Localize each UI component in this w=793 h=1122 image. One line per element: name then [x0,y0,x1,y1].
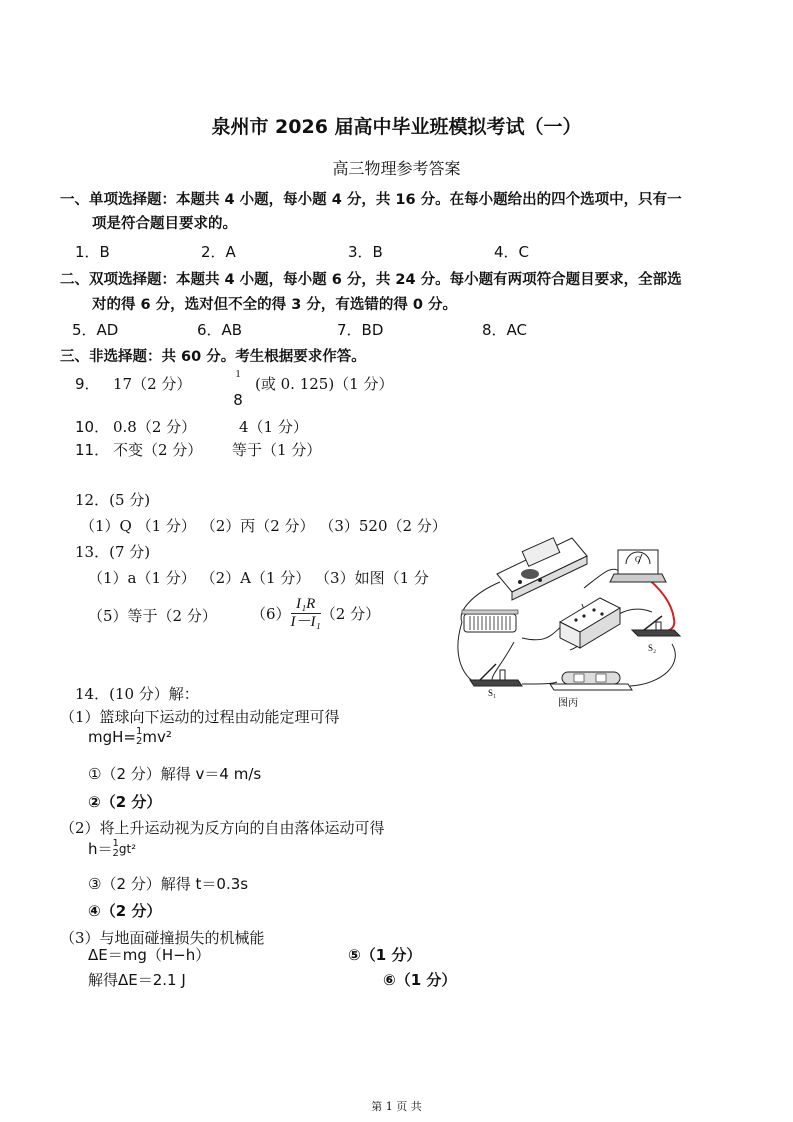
q14-eq2-left: h＝ [88,840,113,858]
answer-7: 7．BD [337,321,384,339]
q14-heading: 14．(10 分）解： [75,685,199,703]
q14-part1: （1）篮球向下运动的过程由动能定理可得 [60,708,340,726]
q12-answers: （1）Q （1 分） （2）丙（2 分） （3）520（2 分） [80,517,447,535]
galvanometer-label: G [635,555,641,564]
q14-eq2-num: 1 [112,837,119,849]
q13-answers-line1: （1）a（1 分） （2）A（1 分） （3）如图（1 分 [88,569,429,587]
q14-mark3: ③（2 分）解得 t＝0.3s [88,875,249,893]
q9-fraction [231,367,245,407]
q14-equation2 [88,838,136,859]
answer-6: 6．AB [197,321,243,339]
q9-answer1: 17（2 分） [113,375,192,393]
page-title: 泉州市 2026 届高中毕业班模拟考试（一） [211,116,582,138]
q14-mark4: ④（2 分） [88,902,162,920]
wire [522,626,562,640]
q9-answer2: (或 0. 125)（1 分） [255,375,394,393]
q14-eq1-num: 1 [135,726,143,737]
q14-mark6: ⑥（1 分） [383,971,457,989]
section2-heading-line2: 对的得 6 分，选对但不全的得 3 分，有选错的得 0 分。 [92,297,458,313]
q10-number: 10． [75,418,110,436]
q9-number: 9． [75,375,100,393]
answer-8: 8．AC [482,321,528,339]
answer-1: 1．B [75,243,110,261]
q14-part2: （2）将上升运动视为反方向的自由落体运动可得 [60,819,385,837]
section1-heading-line2: 项是符合题目要求的。 [92,216,237,232]
resistor [562,672,620,684]
q9-fraction-numerator: 1 [235,368,241,380]
switch-s2-label: S₂ [648,643,657,653]
q13-answer6-prefix: （6） [251,605,291,623]
answer-5: 5．AD [72,321,119,339]
circuit-figure [452,534,692,714]
q13-answer6-suffix: （2 分） [320,605,381,623]
answer-3: 3．B [348,243,383,261]
resistor-base [550,684,632,690]
q14-eq1-den: 2 [135,736,143,747]
switch-s2 [632,630,680,636]
q13-fraction-numerator: I₁R [291,596,321,614]
q10-answer1: 0.8（2 分） [113,418,197,436]
q13-fraction [291,596,321,631]
q13-answer6 [251,596,380,631]
q14-equation3: ΔE＝mg（H−h） [88,946,211,964]
q13-heading: 13．(7 分) [75,543,151,561]
section1-heading-line1: 一、单项选择题：本题共 4 小题，每小题 4 分，共 16 分。在每小题给出的四个选项中，只有一 [60,192,682,208]
q13-fraction-denominator: I－I₁ [290,614,321,630]
switch-s1-label: S₁ [488,688,497,698]
q11-number: 11． [75,441,110,459]
q14-equation1 [88,727,172,747]
section2-heading-line1: 二、双项选择题：本题共 4 小题，每小题 6 分，共 24 分。每小题有两项符合题目要求，全部选 [60,272,682,288]
q9-fraction-denominator: 8 [233,391,243,409]
answer-2: 2．A [201,243,236,261]
q12-heading: 12．(5 分) [75,491,151,509]
answer-4: 4．C [494,243,530,261]
q11-answer1: 不变（2 分） [113,441,203,459]
q14-eq1-left: mgH= [88,728,136,746]
q11-answer2: 等于（1 分） [232,441,322,459]
q10-answer2: 4（1 分） [239,418,308,436]
q14-mark2: ②（2 分） [88,793,162,811]
q14-part3: （3）与地面碰撞损失的机械能 [60,929,265,947]
q14-equation4: 解得ΔE＝2.1 J [88,971,186,989]
multimeter-dial [521,569,539,579]
q14-mark5: ⑤（1 分） [348,946,422,964]
q13-answer5: （5）等于（2 分） [88,607,217,625]
page-subtitle: 高三物理参考答案 [332,159,461,178]
q14-mark1: ①（2 分）解得 v＝4 m/s [88,765,262,783]
switch-s1 [470,680,522,686]
q14-eq1-right: mv² [142,728,172,746]
page-footer: 第 1 页 共 [371,1100,422,1113]
q14-eq2-den: 2 [112,847,119,859]
section3-heading: 三、非选择题：共 60 分。考生根据要求作答。 [60,349,366,365]
q14-eq2-right: gt² [118,841,137,856]
figure-caption: 图丙 [558,698,578,709]
